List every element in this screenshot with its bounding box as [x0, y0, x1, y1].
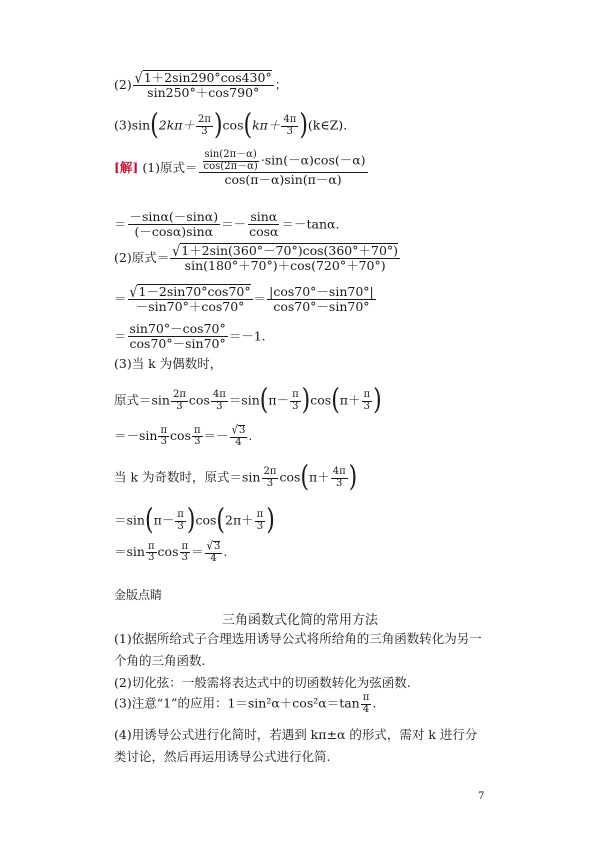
solution-3-even-line-1: 原式＝sin $\frac{2\pi}{3}$ cos $\frac{4\pi}{3}$ ＝sin(π－ $\frac{\pi}{3}$ )cos(π＋ $\frac{\pi}{3}$ ) [114, 384, 382, 417]
solution-3-odd-line-1: 当 k 为奇数时，原式＝sin $\frac{2\pi}{3}$ cos(π＋ $\frac{4\pi}{3}$ ) [114, 461, 358, 494]
solution-tag: [解] [114, 160, 139, 176]
page-number: 7 [478, 791, 485, 802]
solution-1: [解] (1)原式＝ $\frac{\sin(2\pi-\alpha)}{\cos(2\pi-\alpha)}$ ·sin(－α)cos(－α) cos(π－α)sin(π－α) [114, 149, 366, 187]
tip-1: (1)依据所给式子合理选用诱导公式将所给角的三角函数转化为另一个角的三角函数. [114, 631, 482, 668]
solution-1-fraction: $\frac{\sin(2\pi-\alpha)}{\cos(2\pi-\alpha)}$ ·sin(－α)cos(－α) cos(π－α)sin(π－α) [199, 150, 368, 187]
solution-3-even-line-2: ＝－sin $\frac{\pi}{3}$ cos $\frac{\pi}{3}$ ＝－ $\frac{√3}{4}$ . [114, 423, 253, 448]
solution-2: (2)原式＝ $\frac{√1+2\sin(360^\circ-70^\circ)\cos(360^\circ+70^\circ)}{\sin(180^\circ+70^\circ)+\cos(720^\circ+70^\circ)}$ [114, 241, 399, 274]
problem-2-fraction: $\frac{√1+2\sin 290^\circ\cos 430^\circ}{\sin 250^\circ+\cos 790^\circ}$ [134, 68, 272, 101]
problem-3: (3)sin(2kπ＋ $\frac{2\pi}{3}$ )cos(kπ＋ $\frac{4\pi}{3}$ )(k∈Z). [114, 109, 348, 142]
solution-3-head: (3)当 k 为偶数时， [114, 356, 223, 371]
tip-2: (2)切化弦：一般需将表达式中的切函数转化为弦函数. [114, 675, 411, 690]
section-label: 金版点睛 [114, 588, 163, 602]
solution-1-line-2: ＝ $\frac{-\sin\alpha(-\sin\alpha)}{(-\cos\alpha)\sin\alpha}$ ＝－ $\frac{\sin\alpha}{\cos\alpha}$ ＝－tanα. [114, 209, 340, 240]
tip-3: (3)注意“1”的应用：1＝sin²α＋cos²α＝tan $\frac{\pi}{4}$ . [114, 692, 377, 715]
solution-3-odd-line-2: ＝sin(π－ $\frac{\pi}{3}$ )cos(2π＋ $\frac{\pi}{3}$ ) [114, 504, 275, 537]
problem-2: (2) $\frac{√1+2\sin 290^\circ\cos 430^\circ}{\sin 250^\circ+\cos 790^\circ}$ ； [114, 68, 288, 101]
solution-2-line-2: ＝ $\frac{√1-2\sin 70^\circ\cos 70^\circ}{-\sin 70^\circ+\cos 70^\circ}$ ＝ $\frac{|\cos 70^\circ-\sin 70^\circ|}{\cos 70^\circ-\sin 70^\circ}$ [114, 282, 374, 315]
solution-3-odd-line-3: ＝sin $\frac{\pi}{3}$ cos $\frac{\pi}{3}$ ＝ $\frac{√3}{4}$ . [114, 539, 228, 564]
solution-2-line-3: ＝ $\frac{\sin 70^\circ-\cos 70^\circ}{\cos 70^\circ-\sin 70^\circ}$ ＝－1. [114, 321, 266, 352]
tip-4: (4)用诱导公式进行化简时，若遇到 kπ±α 的形式，需对 k 进行分类讨论，然后再运用诱导公式进行化简. [114, 727, 478, 764]
section-title: 三角函数式化简的常用方法 [221, 613, 378, 628]
